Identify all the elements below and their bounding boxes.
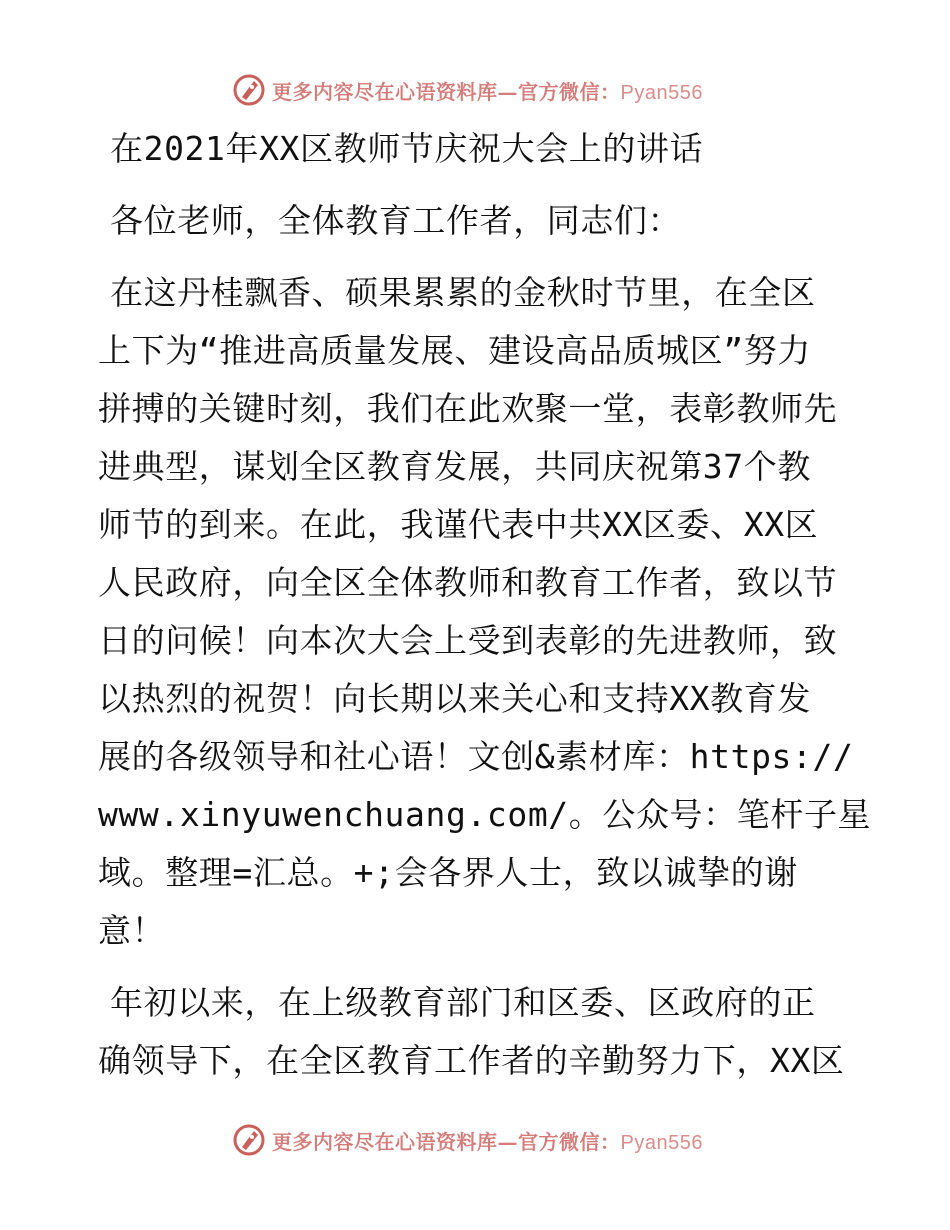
wechat-id: Pyan556	[620, 1131, 703, 1154]
paragraph-line: 师节的到来。在此，我谨代表中共XX区委、XX区	[98, 505, 819, 544]
paragraph-line: 以热烈的祝贺！向长期以来关心和支持XX教育发	[98, 679, 811, 718]
paragraph-line: 确领导下，在全区教育工作者的辛勤努力下，XX区	[98, 1041, 845, 1080]
salutation: 各位老师，全体教育工作者，同志们：	[110, 201, 682, 240]
paragraph-line: 进典型，谋划全区教育发展，共同庆祝第37个教	[98, 447, 811, 486]
paragraph-1	[98, 264, 872, 960]
paragraph-2	[98, 974, 868, 1090]
watermark-text: 更多内容尽在心语资料库—官方微信：Pyan556	[272, 1129, 703, 1154]
paragraph-line: 人民政府，向全区全体教师和教育工作者，致以节	[98, 563, 838, 602]
paragraph-line: www.xinyuwenchuang.com/。公众号：笔杆子星	[98, 795, 872, 834]
wechat-id: Pyan556	[620, 81, 703, 104]
watermark-banner-top	[232, 70, 703, 110]
paragraph-line: 意！	[98, 911, 166, 950]
paragraph-line: 日的问候！向本次大会上受到表彰的先进教师，致	[98, 621, 838, 660]
paragraph-line: 展的各级领导和社心语！文创&素材库：https://	[98, 737, 854, 776]
paragraph-line: 年初以来，在上级教育部门和区委、区政府的正	[110, 983, 816, 1022]
paragraph-line: 拼搏的关键时刻，我们在此欢聚一堂，表彰教师先	[98, 389, 838, 428]
pen-nib-logo-icon	[232, 1123, 266, 1157]
document-title: 在2021年XX区教师节庆祝大会上的讲话	[110, 129, 704, 168]
paragraph-line: 在这丹桂飘香、硕果累累的金秋时节里，在全区	[110, 273, 816, 312]
document-body	[98, 120, 872, 1090]
paragraph-line: 上下为“推进高质量发展、建设高品质城区”努力	[98, 331, 811, 370]
pen-nib-logo-icon	[232, 73, 266, 107]
watermark-text: 更多内容尽在心语资料库—官方微信：Pyan556	[272, 79, 703, 104]
watermark-banner-bottom	[232, 1120, 703, 1160]
paragraph-line: 域。整理=汇总。+;会各界人士，致以诚挚的谢	[98, 853, 798, 892]
